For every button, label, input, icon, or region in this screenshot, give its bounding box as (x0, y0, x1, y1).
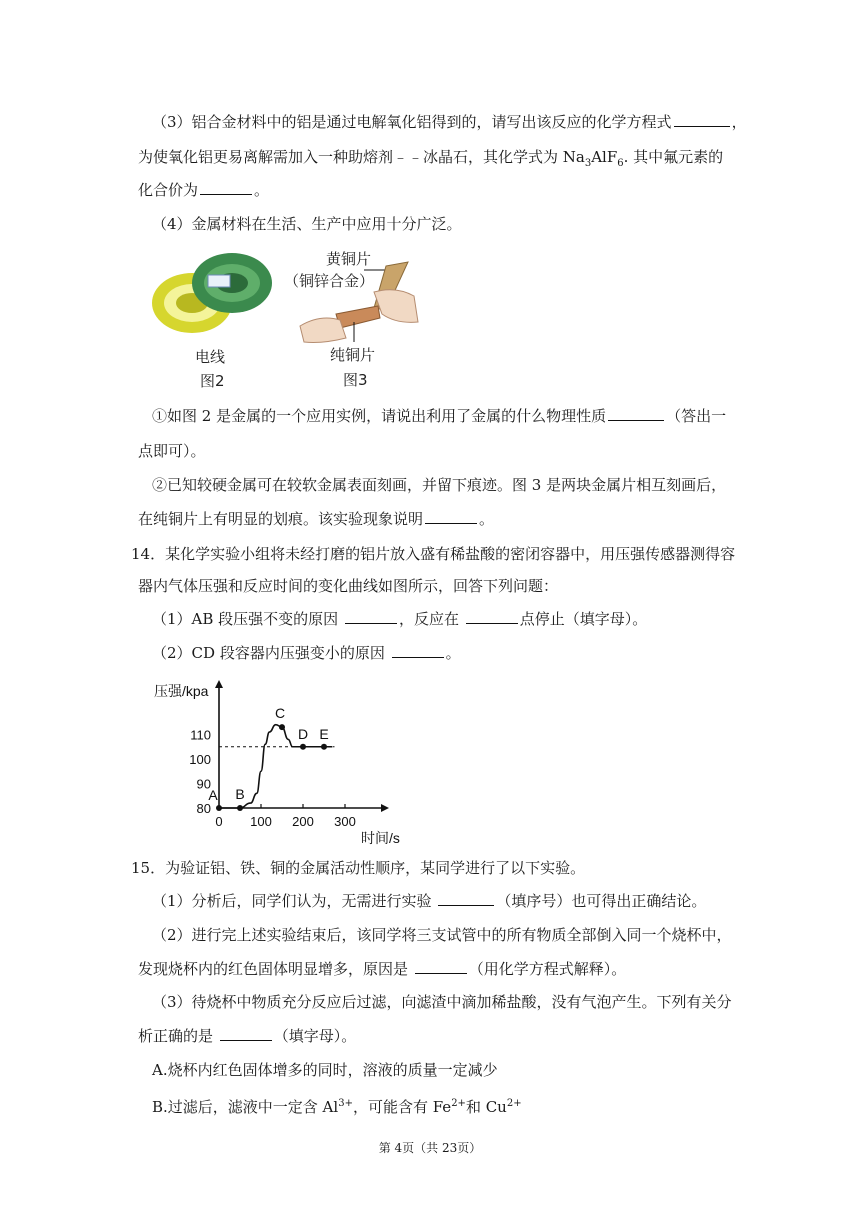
wire-coils-image (150, 245, 275, 344)
page-footer: 第 4页（共 23页） (378, 1141, 482, 1155)
fig3-copper-label: 纯铜片 (330, 346, 376, 364)
q13-subq2-line1: ②已知较硬金属可在较软金属表面刻画，并留下痕迹。图 3 是两块金属片相互刻画后， (152, 476, 727, 494)
point-label-a: A (208, 787, 218, 803)
answer-blank (220, 1026, 272, 1041)
y-tick-label: 90 (196, 776, 211, 792)
q14-stem-line2: 器内气体压强和反应时间的变化曲线如图所示，回答下列问题： (138, 577, 559, 595)
answer-blank (438, 891, 494, 906)
y-tick-label: 100 (189, 752, 211, 767)
answer-blank (200, 180, 252, 195)
y-tick-label: 110 (190, 727, 211, 743)
chart-marks (208, 705, 334, 811)
fig2-caption: 电线 (195, 348, 226, 366)
y-tick-label: 80 (196, 801, 211, 816)
q13-part3-line2: 为使氧化铝更易离解需加入一种助熔剂﹣﹣冰晶石，其化学式为 $Na_3AlF_6$. 其中氟元素的 (138, 148, 724, 169)
q13-part4: （4）金属材料在生活、生产中应用十分广泛。 (152, 215, 462, 233)
metal-scratch-image (296, 262, 421, 356)
q13-part3-line1: （3）铝合金材料中的铝是通过电解氧化铝得到的，请写出该反应的化学方程式 ， (152, 113, 747, 131)
q13-subq2-line2: 在纯铜片上有明显的划痕。该实验现象说明 。 (138, 510, 495, 528)
answer-blank (674, 112, 730, 127)
x-tick-label: 0 (215, 814, 223, 829)
fig3-brass-sublabel: （铜锌合金） (284, 272, 375, 290)
y-axis-label: 压强/kpa (154, 683, 209, 699)
q15-stem: 15．为验证铝、铁、铜的金属活动性顺序，某同学进行了以下实验。 (131, 859, 586, 877)
answer-blank (392, 643, 444, 658)
q14-part1: （1）AB 段压强不变的原因 ，反应在 点停止（填字母）。 (152, 610, 648, 628)
fig3-brass-label: 黄铜片 (326, 250, 372, 268)
answer-blank (466, 609, 518, 624)
answer-blank (345, 609, 397, 624)
chart-ticks (189, 725, 356, 830)
q15-part1: （1）分析后，同学们认为，无需进行实验 （填序号）也可得出正确结论。 (152, 892, 707, 910)
point-c (279, 724, 285, 730)
point-label-d: D (297, 725, 309, 742)
q15-part3-line1: （3）待烧杯中物质充分反应后过滤，向滤渣中滴加稀盐酸，没有气泡产生。下列有关分 (152, 993, 732, 1011)
q15-part3-line2: 析正确的是 （填字母）。 (138, 1027, 357, 1045)
answer-blank (415, 959, 467, 974)
x-axis-arrow (381, 804, 389, 812)
fig3-number: 图3 (343, 371, 368, 389)
point-b (237, 805, 243, 811)
x-axis-label: 时间/s (361, 830, 400, 846)
point-label-e: E (319, 725, 329, 742)
y-axis-arrow (215, 680, 223, 688)
q15-option-a: A.烧杯内红色固体增多的同时，溶液的质量一定减少 (152, 1061, 498, 1079)
q15-part2-line2: 发现烧杯内的红色固体明显增多，原因是 （用化学方程式解释）。 (138, 960, 627, 978)
q13-subq1-line2: 点即可）。 (138, 442, 206, 460)
point-d (300, 744, 306, 750)
q14-stem-line1: 14．某化学实验小组将未经打磨的铝片放入盛有稀盐酸的密闭容器中，用压强传感器测得容 (131, 545, 736, 563)
point-label-b: B (235, 786, 245, 802)
pressure-time-chart (146, 678, 400, 850)
point-label-c: C (274, 705, 286, 722)
q15-part2-line1: （2）进行完上述实验结束后，该同学将三支试管中的所有物质全部倒入同一个烧杯中， (152, 926, 732, 944)
point-a (216, 805, 222, 811)
x-tick-label: 200 (292, 814, 314, 829)
x-tick-label: 100 (250, 814, 272, 829)
answer-blank (608, 406, 664, 421)
x-tick-label: 300 (334, 814, 356, 829)
fig2-number: 图2 (200, 372, 225, 390)
q14-part2: （2）CD 段容器内压强变小的原因 。 (152, 644, 461, 662)
q15-option-b: B.过滤后，滤液中一定含 $Al^{3+}$，可能含有 $Fe^{2+}$和 $Cu^{2+}$ (152, 1098, 522, 1116)
q13-subq1-line1: ①如图 2 是金属的一个应用实例，请说出利用了金属的什么物理性质 （答出一 (152, 407, 727, 425)
answer-blank (425, 509, 477, 524)
q13-part3-line3: 化合价为 。 (138, 181, 270, 199)
point-e (321, 744, 327, 750)
